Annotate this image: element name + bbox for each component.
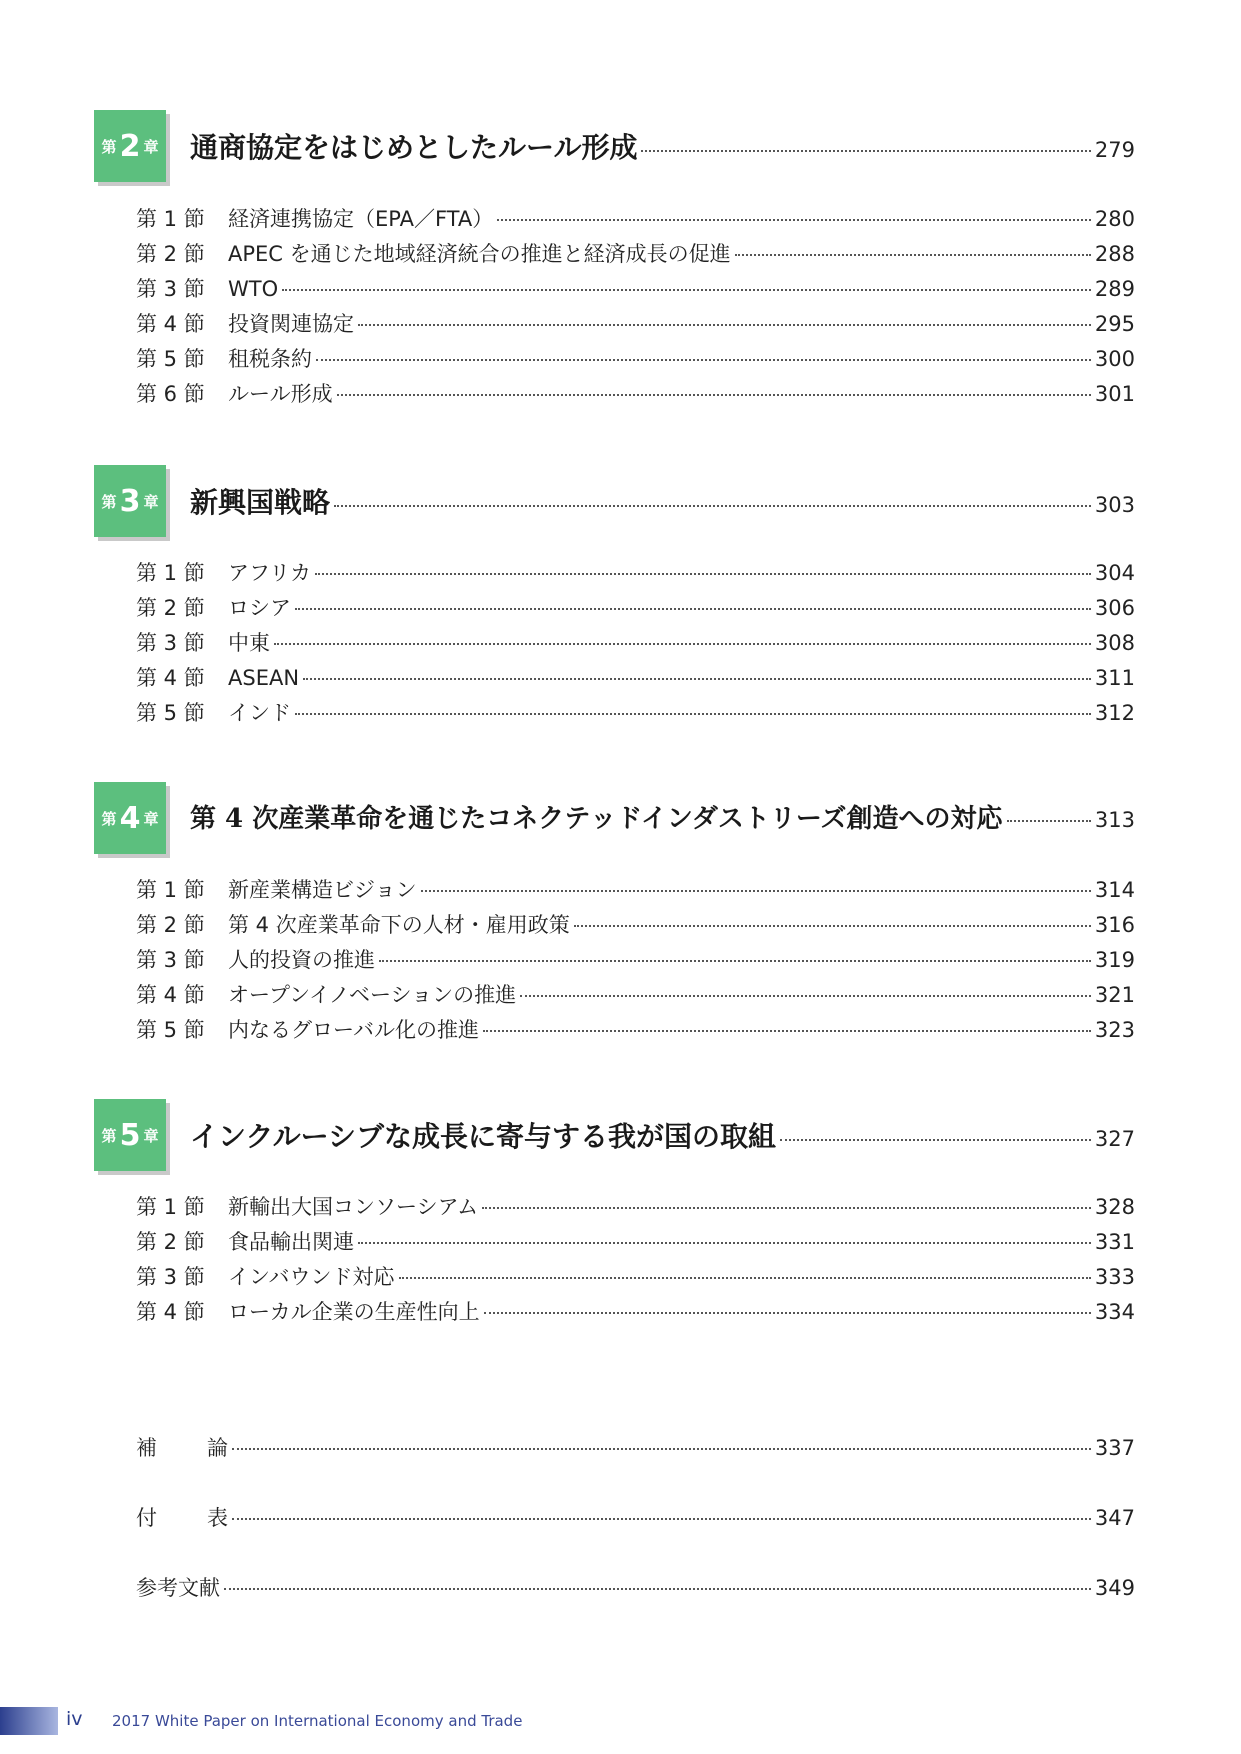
section-row[interactable]: 第 5 節 インド 312 (136, 701, 1135, 725)
chapter-badge: 第 2 章 (94, 110, 166, 182)
section-row[interactable]: 第 1 節 新輸出大国コンソーシアム 328 (136, 1195, 1135, 1219)
footer-color-bar (0, 1707, 58, 1735)
section-row[interactable]: 第 4 節 投資関連協定 295 (136, 312, 1135, 336)
chapter-badge: 第 4 章 (94, 782, 166, 854)
section-row[interactable]: 第 3 節 中東 308 (136, 631, 1135, 655)
section-row[interactable]: 第 2 節 食品輸出関連 331 (136, 1230, 1135, 1254)
dot-leader (641, 150, 1090, 152)
appendix-supplement[interactable]: 補 論 337 (136, 1436, 1135, 1460)
appendix-tables[interactable]: 付 表 347 (136, 1506, 1135, 1530)
section-row[interactable]: 第 5 節 租税条約 300 (136, 347, 1135, 371)
section-row[interactable]: 第 2 節 第 4 次産業革命下の人材・雇用政策 316 (136, 913, 1135, 937)
footer-page-number: iv (66, 1708, 83, 1730)
section-row[interactable]: 第 1 節 新産業構造ビジョン 314 (136, 878, 1135, 902)
chapter-title: 第 4 次産業革命を通じたコネクテッドインダストリーズ創造への対応 (190, 804, 1003, 834)
chapter-badge: 第 5 章 (94, 1099, 166, 1171)
section-row[interactable]: 第 1 節 アフリカ 304 (136, 561, 1135, 585)
section-row[interactable]: 第 3 節 WTO 289 (136, 277, 1135, 301)
section-row[interactable]: 第 2 節 APEC を通じた地域経済統合の推進と経済成長の促進 288 (136, 242, 1135, 266)
chapter-heading[interactable] (190, 126, 1135, 166)
chapter-heading[interactable] (190, 1115, 1135, 1155)
section-row[interactable]: 第 4 節 ASEAN 311 (136, 666, 1135, 690)
section-row[interactable]: 第 3 節 インバウンド対応 333 (136, 1265, 1135, 1289)
chapter-page: 279 (1094, 138, 1135, 162)
chapter-page: 313 (1094, 808, 1135, 832)
section-row[interactable]: 第 3 節 人的投資の推進 319 (136, 948, 1135, 972)
chapter-title: 新興国戦略 (190, 486, 331, 519)
chapter-page: 303 (1094, 493, 1135, 517)
dot-leader (1007, 820, 1091, 822)
section-row[interactable]: 第 4 節 ローカル企業の生産性向上 334 (136, 1300, 1135, 1324)
section-row[interactable]: 第 2 節 ロシア 306 (136, 596, 1135, 620)
chapter-heading[interactable] (190, 481, 1135, 521)
section-row[interactable]: 第 1 節 経済連携協定（EPA／FTA） 280 (136, 207, 1135, 231)
chapter-heading[interactable] (190, 798, 1135, 835)
section-row[interactable]: 第 5 節 内なるグローバル化の推進 323 (136, 1018, 1135, 1042)
appendix-references[interactable]: 参考文献 349 (136, 1576, 1135, 1600)
dot-leader (780, 1139, 1091, 1141)
section-row[interactable]: 第 4 節 オープンイノベーションの推進 321 (136, 983, 1135, 1007)
chapter-title: 通商協定をはじめとしたルール形成 (190, 131, 638, 164)
dot-leader (334, 505, 1091, 507)
chapter-page: 327 (1094, 1127, 1135, 1151)
chapter-badge: 第 3 章 (94, 465, 166, 537)
chapter-title: インクルーシブな成長に寄与する我が国の取組 (190, 1120, 777, 1153)
section-row[interactable]: 第 6 節 ルール形成 301 (136, 382, 1135, 406)
footer-publication-title: 2017 White Paper on International Economy and Trade (112, 1712, 523, 1730)
